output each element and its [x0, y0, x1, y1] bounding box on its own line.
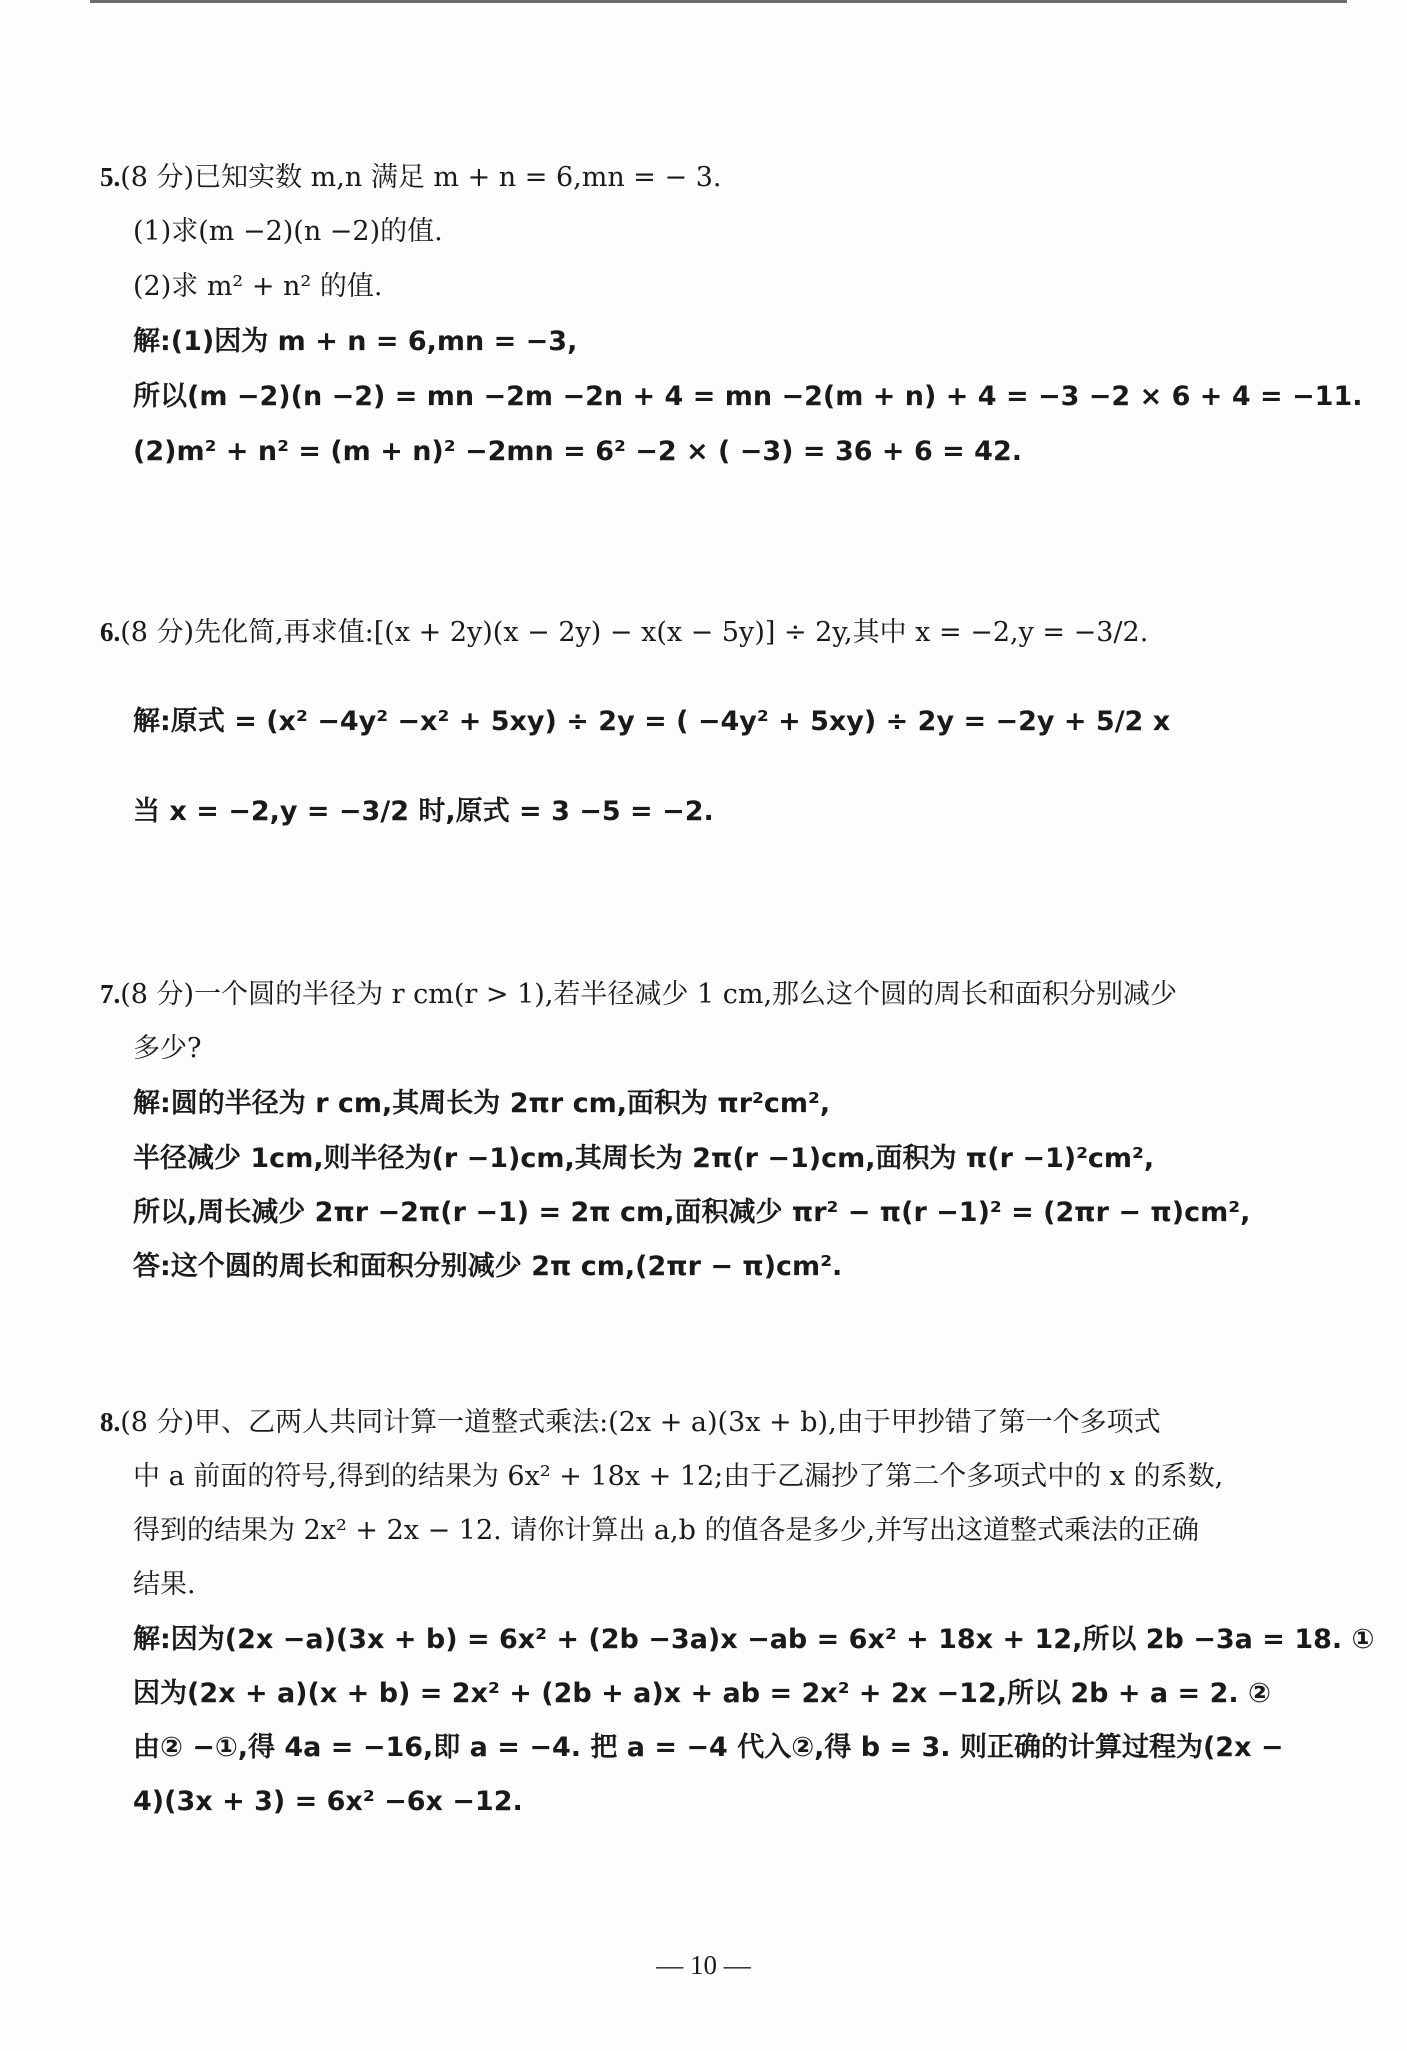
problem-7-solution-line: 解:圆的半径为 r cm,其周长为 2πr cm,面积为 πr²cm²,: [133, 1088, 831, 1119]
problem-number: 8.: [100, 1407, 121, 1437]
problem-6-solution-line: 当 x = −2,y = −3/2 时,原式 = 3 −5 = −2.: [133, 796, 714, 827]
problem-7-solution-line: 所以,周长减少 2πr −2π(r −1) = 2π cm,面积减少 πr² − π(r −1)² = (2πr − π)cm²,: [133, 1197, 1251, 1228]
problem-5-stem: [100, 160, 1337, 195]
page-number: — 10 —: [656, 1950, 751, 1980]
problem-5-part-1: (1)求(m −2)(n −2)的值.: [133, 216, 443, 247]
problem-7-stem: [100, 977, 1337, 1012]
problem-8-solution-line: 因为(2x + a)(x + b) = 2x² + (2b + a)x + ab = 2x² + 2x −12,所以 2b + a = 2. ②: [133, 1678, 1271, 1709]
problem-8-solution-line: 由② −①,得 4a = −16,即 a = −4. 把 a = −4 代入②,得 b = 3. 则正确的计算过程为(2x −: [133, 1732, 1284, 1763]
problem-number: 5.: [100, 162, 121, 192]
problem-8-stem-line: 得到的结果为 2x² + 2x − 12. 请你计算出 a,b 的值各是多少,并写出这道整式乘法的正确: [133, 1515, 1200, 1546]
problem-8-solution-line: 解:因为(2x −a)(3x + b) = 6x² + (2b −3a)x −ab = 6x² + 18x + 12,所以 2b −3a = 18. ①: [133, 1624, 1375, 1655]
problem-8-stem-line: 中 a 前面的符号,得到的结果为 6x² + 18x + 12;由于乙漏抄了第二个多项式中的 x 的系数,: [133, 1461, 1224, 1492]
problem-7-solution-line: 半径减少 1cm,则半径为(r −1)cm,其周长为 2π(r −1)cm,面积为 π(r −1)²cm²,: [133, 1143, 1155, 1174]
problem-text: (8 分)已知实数 m,n 满足 m + n = 6,mn = − 3.: [120, 162, 722, 193]
top-border-line: [90, 0, 1347, 3]
problem-7-solution-line: 答:这个圆的周长和面积分别减少 2π cm,(2πr − π)cm².: [133, 1251, 843, 1282]
problem-text: (8 分)一个圆的半径为 r cm(r > 1),若半径减少 1 cm,那么这个圆的周长和面积分别减少: [120, 979, 1178, 1010]
problem-6-solution-line: 解:原式 = (x² −4y² −x² + 5xy) ÷ 2y = ( −4y² + 5xy) ÷ 2y = −2y + 5/2 x: [133, 706, 1171, 737]
problem-5-solution-line: 解:(1)因为 m + n = 6,mn = −3,: [133, 326, 578, 357]
problem-8-solution-line: 4)(3x + 3) = 6x² −6x −12.: [133, 1786, 523, 1817]
problem-number: 7.: [100, 979, 121, 1009]
problem-6-stem: [100, 615, 1337, 650]
problem-8-stem: [100, 1405, 1337, 1440]
problem-5-solution-line: (2)m² + n² = (m + n)² −2mn = 6² −2 × ( −3) = 36 + 6 = 42.: [133, 436, 1022, 467]
problem-number: 6.: [100, 617, 121, 647]
problem-7-stem-continued: 多少?: [133, 1033, 202, 1064]
problem-5-solution-line: 所以(m −2)(n −2) = mn −2m −2n + 4 = mn −2(m + n) + 4 = −3 −2 × 6 + 4 = −11.: [133, 381, 1363, 412]
problem-text: (8 分)先化简,再求值:[(x + 2y)(x − 2y) − x(x − 5y)] ÷ 2y,其中 x = −2,y = −3/2.: [120, 617, 1149, 648]
problem-8-stem-line: 结果.: [133, 1569, 196, 1600]
problem-5-part-2: (2)求 m² + n² 的值.: [133, 271, 383, 302]
problem-text: (8 分)甲、乙两人共同计算一道整式乘法:(2x + a)(3x + b),由于甲抄错了第一个多项式: [120, 1407, 1161, 1438]
